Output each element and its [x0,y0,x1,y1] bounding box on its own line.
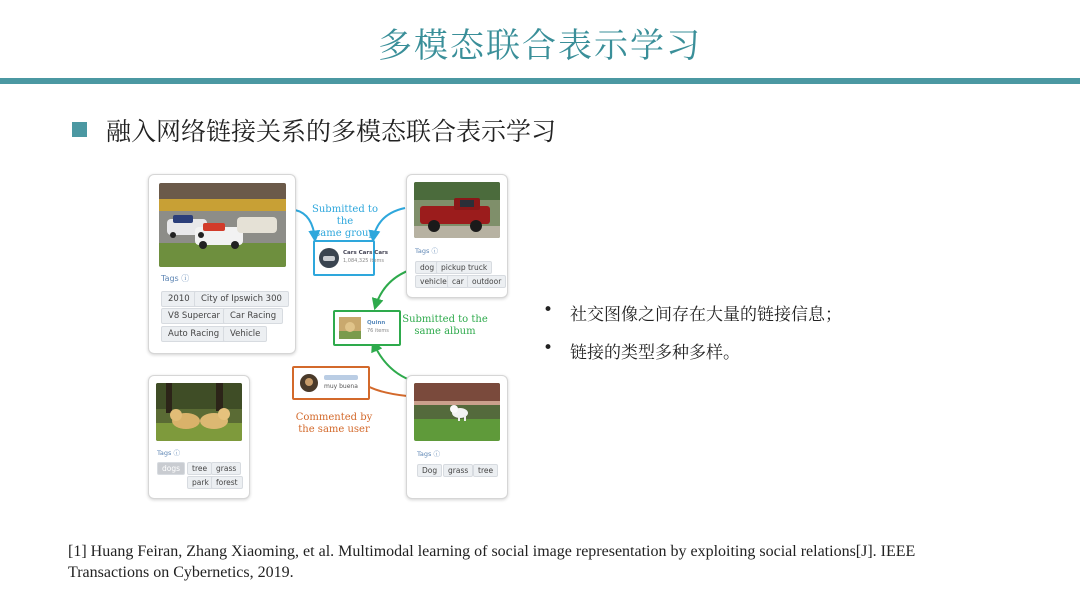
pickup-truck-image [414,182,500,238]
tag[interactable]: tree [187,462,212,475]
tag[interactable]: 2010 [161,291,197,307]
social-relations-figure [145,170,515,504]
group-item-count: 1,084,325 items [343,258,384,264]
bullet-dot-icon: • [543,300,554,320]
album-arrow-bottom [373,342,410,380]
tag[interactable]: forest [211,476,243,489]
dog-on-lawn-photo [414,383,500,441]
group-title: Cars Cars Cars [343,250,389,256]
commenter-name-blurred [324,375,358,380]
bullet-text: 链接的类型多种多样。 [570,343,740,363]
tag[interactable]: Vehicle [223,326,267,342]
tags-label: Tags ⓘ [415,247,438,255]
group-relation-label: Submitted to the same group [312,204,378,239]
commenter-avatar [300,374,318,392]
reference-citation [68,541,1048,583]
tag[interactable]: City of Ipswich 300 [194,291,289,307]
lawn-dog-image-card[interactable] [406,375,508,499]
tag[interactable]: grass [211,462,241,475]
tag[interactable]: vehicle [415,275,452,288]
truck-image-card[interactable] [406,174,508,298]
tag[interactable]: park [187,476,214,489]
reference-line: Transactions on Cybernetics, 2019. [68,564,294,581]
subheading: 融入网络链接关系的多模态联合表示学习 [106,117,557,146]
tags-label: Tags ⓘ [157,449,180,457]
tag[interactable]: outdoor [467,275,506,288]
user-relation-label: Commented by the same user [295,412,373,435]
racing-image-card[interactable] [148,174,296,354]
reference-line: [1] Huang Feiran, Zhang Xiaoming, et al. Multimodal learning of social image representation by exploiting social relations[J]. IEEE [68,543,916,560]
comment-node[interactable] [292,366,370,400]
album-relation-label: Submitted to the same album [402,314,488,337]
tag[interactable]: dog [415,261,439,274]
tag[interactable]: pickup truck [436,261,492,274]
album-arrow-top [375,270,410,308]
tags-label: Tags ⓘ [417,450,440,458]
tag[interactable]: V8 Supercar [161,308,227,324]
tag[interactable]: tree [473,464,498,477]
tag[interactable]: dogs [157,462,185,475]
square-bullet-icon [72,122,87,137]
album-thumbnail [339,317,361,339]
album-node[interactable] [333,310,401,346]
bullet-dot-icon: • [543,338,554,358]
tag[interactable]: Car Racing [223,308,283,324]
comment-text: muy buena [324,383,358,390]
dog-on-lawn-image [414,383,500,441]
group-thumbnail [319,248,339,268]
album-item-count: 76 items [367,328,389,334]
tags-label: Tags ⓘ [161,274,190,283]
tag[interactable]: grass [443,464,473,477]
racing-cars-photo [159,183,286,267]
slide-title: 多模态联合表示学习 [378,26,702,66]
racing-cars-image [159,183,286,267]
album-title: Quinn [367,320,386,326]
pickup-truck-photo [414,182,500,238]
tag[interactable]: car [447,275,469,288]
dogs-image-card[interactable] [148,375,250,499]
title-divider [0,78,1080,84]
bullet-text: 社交图像之间存在大量的链接信息； [570,305,842,325]
golden-retrievers-image [156,383,242,441]
group-node[interactable] [313,240,389,276]
golden-retrievers-photo [156,383,242,441]
tag[interactable]: Auto Racing [161,326,226,342]
tag[interactable]: Dog [417,464,442,477]
